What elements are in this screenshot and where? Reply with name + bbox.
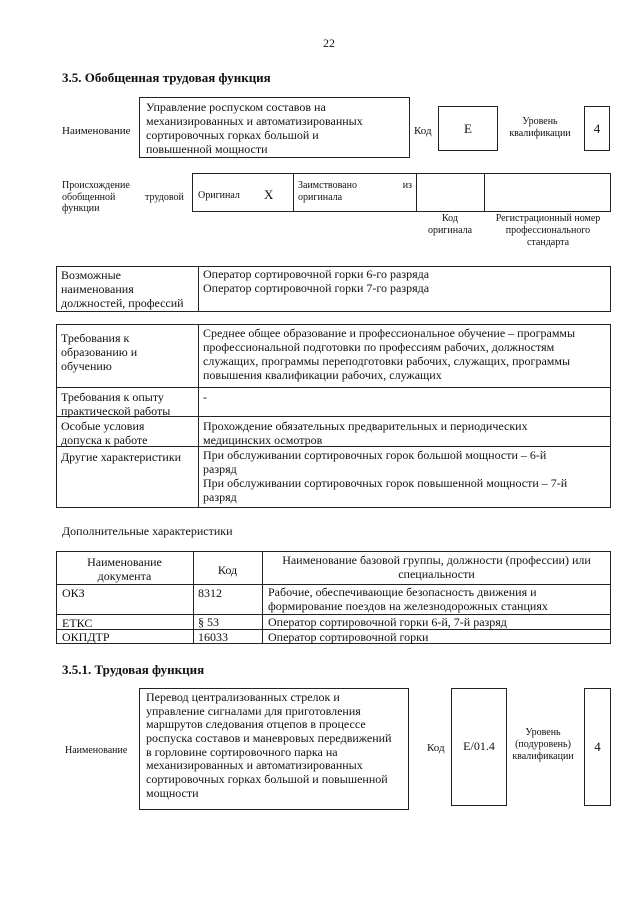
req-other-value: При обслуживании сортировочных горок большой мощности – 6-й разряд При обслуживании сортировочных горок повышенной мощности – 7-й разряд [203,448,568,505]
original-mark: X [264,187,274,202]
row-okz-code: 8312 [198,586,222,600]
req-admission-label: Особые условия допуска к работе [61,419,148,448]
req-experience-label: Требования к опыту практической работы [61,390,171,419]
page-number: 22 [323,36,335,50]
req-education-value: Среднее общее образование и профессиональное обучение – программы профессиональной подготовки по профессиям рабочих, должностям служащих, программы переподготовки рабочих, служащих, программы повышения квалификации рабочих, служащих [203,326,576,383]
tf-name-label: Наименование [65,745,128,756]
row-okz-name: Рабочие, обеспечивающие безопасность движения и формирование поездов на железнодорожных станциях [268,585,548,614]
gtf-name-value: Управление роспуском составов на механизированных и автоматизированных сортировочных горках большой и повышенной мощности [146,100,363,157]
origin-label: Происхождение обобщенной функции [62,180,130,214]
row-okpdtr-code: 16033 [198,630,228,644]
original-label: Оригинал [198,190,240,201]
tf-heading: 3.5.1. Трудовая функция [62,662,205,677]
gtf-code-label: Код [414,125,432,137]
tf-code-value: E/01.4 [463,739,495,753]
col-name-header: Наименование базовой группы, должности (профессии) или специальности [282,553,591,582]
origin-divider [484,173,485,212]
reg-caption: Регистрационный номер профессионального стандарта [495,213,601,248]
req-other-label: Другие характеристики [61,450,182,464]
positions-values: Оператор сортировочной горки 6-го разряда Оператор сортировочной горки 7-го разряда [203,267,430,296]
requirements-row-line [56,387,611,388]
row-etks-doc: ЕТКС [62,616,93,630]
row-okpdtr-name: Оператор сортировочной горки [268,630,429,644]
gtf-level-label: Уровень квалификации [509,116,571,139]
additional-heading: Дополнительные характеристики [62,524,233,538]
gtf-heading: 3.5. Обобщенная трудовая функция [62,70,271,85]
origin-label-tail: трудовой [145,192,184,203]
positions-divider [198,266,199,312]
gtf-code-value: E [464,121,472,136]
gtf-level-value: 4 [593,121,601,136]
tf-level-label: Уровень (подуровень) квалификации [512,727,574,762]
row-okz-doc: ОКЗ [62,586,85,600]
req-education-label: Требования к образованию и обучению [61,331,138,374]
gtf-name-label: Наименование [62,125,131,137]
code-caption: Код оригинала [427,213,473,236]
req-experience-value: - [203,390,207,404]
row-okpdtr-doc: ОКПДТР [62,630,110,644]
tf-code-label: Код [427,742,445,754]
req-admission-value: Прохождение обязательных предварительных и периодических медицинских осмотров [203,419,528,448]
tf-level-value: 4 [594,739,601,754]
row-etks-code: § 53 [198,615,219,629]
tf-name-value: Перевод централизованных стрелок и управление сигналами для приготовления маршрутов следования отцепов в процессе роспуска составов и маневровых передвижений в горловине сортировочного парка на механизированных и автоматизированных сортировочных горках большой и повышенной мощности [146,690,392,800]
origin-divider [293,173,294,212]
origin-divider [416,173,417,212]
positions-label: Возможные наименования должностей, профессий [61,268,184,311]
col-doc-header: Наименование документа [87,555,162,584]
col-code-header: Код [217,563,238,577]
row-etks-name: Оператор сортировочной горки 6-й, 7-й разряд [268,615,507,629]
borrowed-label: Заимствовано из оригинала [298,180,412,203]
